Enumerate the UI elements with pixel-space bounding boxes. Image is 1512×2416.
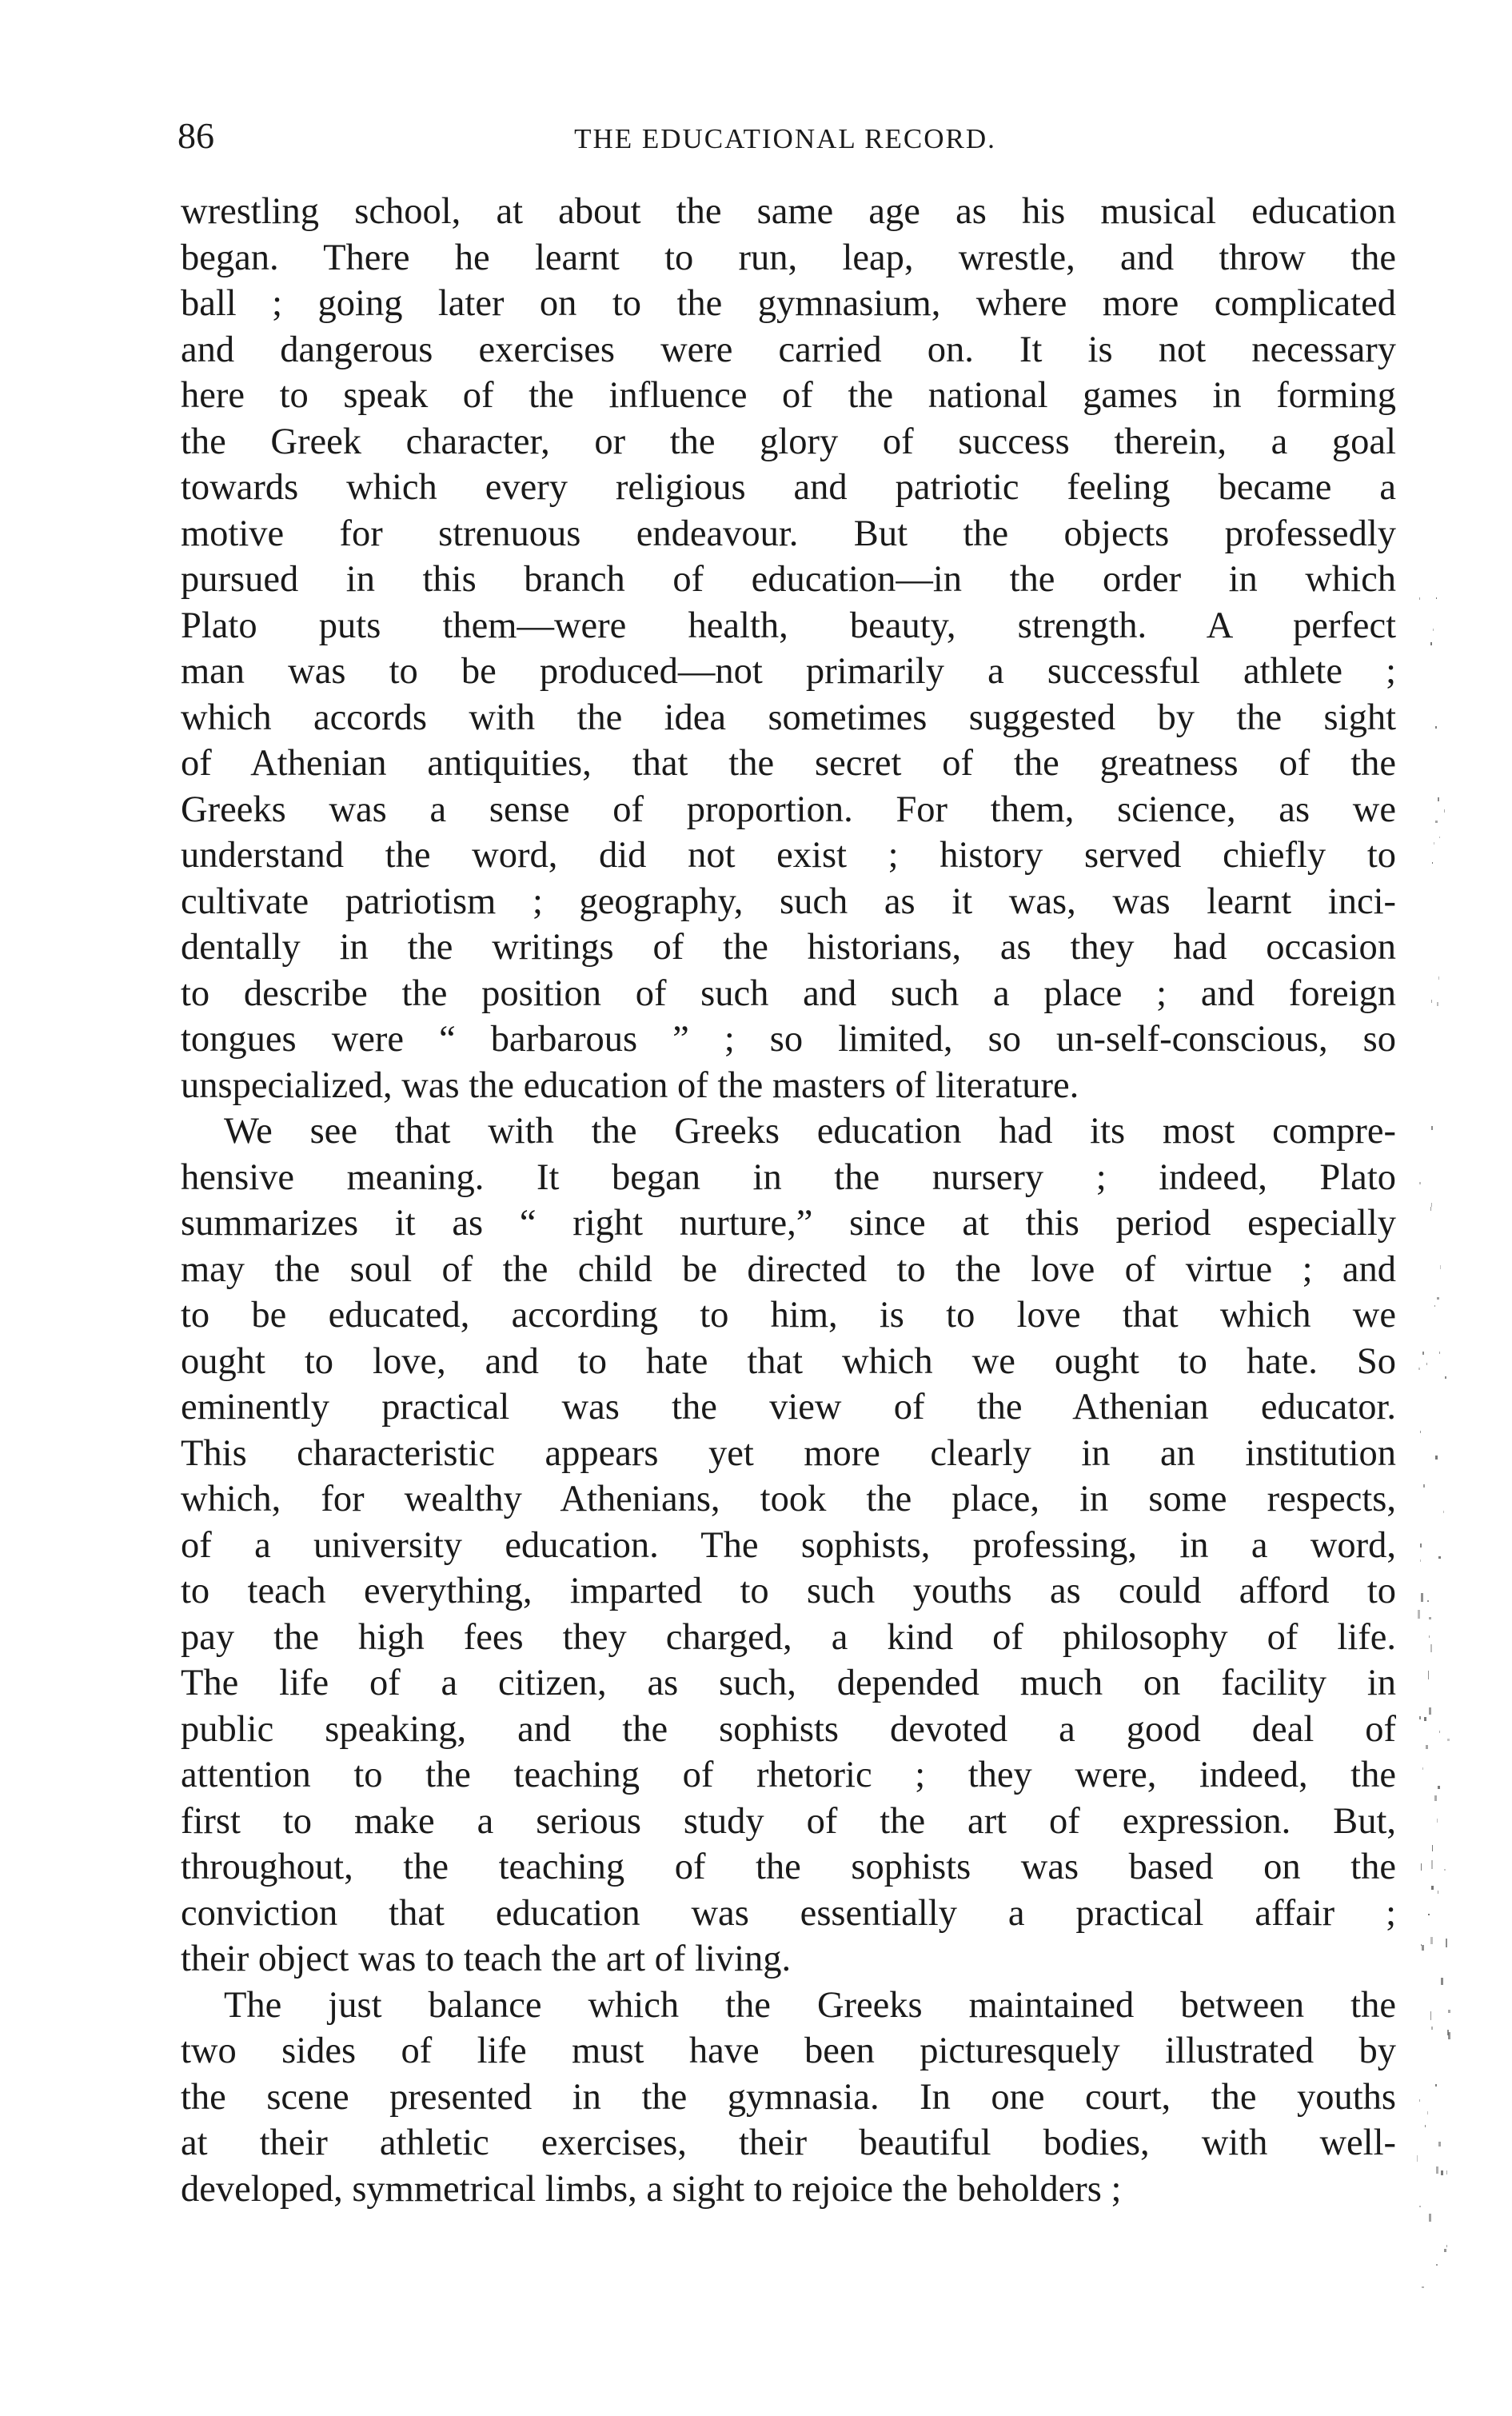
speckle <box>1419 2099 1420 2102</box>
text-line: ball ; going later on to the gymnasium, where more complicated <box>181 283 1396 324</box>
speckle <box>1419 1716 1421 1719</box>
speckle <box>1430 1937 1433 1944</box>
text-line: here to speak of the influence of the national games in forming <box>181 375 1396 416</box>
speckle <box>1420 1559 1421 1562</box>
speckle <box>1431 1886 1434 1890</box>
speckle <box>1429 1707 1431 1715</box>
speckle <box>1447 2030 1449 2035</box>
text-line: may the soul of the child be directed to the love of virtue ; and <box>181 1248 1396 1290</box>
speckle <box>1439 837 1440 838</box>
text-line: man was to be produced—not primarily a successful athlete ; <box>181 651 1396 692</box>
speckle <box>1445 1376 1446 1379</box>
speckle <box>1418 1368 1420 1370</box>
text-line: wrestling school, at about the same age as his musical education <box>181 191 1396 232</box>
speckle <box>1431 2027 1433 2030</box>
text-line: understand the word, did not exist ; history served chiefly to <box>181 835 1396 876</box>
speckle <box>1446 1939 1447 1947</box>
speckle <box>1444 1869 1446 1871</box>
text-line: Plato puts them—were health, beauty, strength. A perfect <box>181 605 1396 646</box>
text-line: conviction that education was essentially a practical affair ; <box>181 1892 1396 1934</box>
text-line: and dangerous exercises were carried on. It is not necessary <box>181 329 1396 370</box>
speckle <box>1430 1644 1432 1652</box>
text-line: summarizes it as “ right nurture,” since at this period especially <box>181 1203 1396 1244</box>
speckle <box>1446 2170 1447 2174</box>
speckle <box>1446 2245 1447 2247</box>
speckle <box>1426 1363 1427 1365</box>
text-line: unspecialized, was the education of the masters of literature. <box>181 1064 1079 1106</box>
text-line: cultivate patriotism ; geography, such as it was, was learnt inci- <box>181 881 1396 922</box>
text-line: began. There he learnt to run, leap, wrestle, and throw the <box>181 237 1396 278</box>
speckle <box>1440 1265 1441 1269</box>
text-line: dentally in the writings of the historians, as they had occasion <box>181 927 1396 968</box>
speckle <box>1434 1795 1437 1801</box>
speckle <box>1432 1845 1433 1851</box>
text-line: which, for wealthy Athenians, took the place, in some respects, <box>181 1479 1396 1519</box>
running-head: THE EDUCATIONAL RECORD. <box>574 123 996 154</box>
speckle <box>1439 1352 1440 1354</box>
speckle <box>1430 2011 1431 2020</box>
text-line: their object was to teach the art of living. <box>181 1939 792 1979</box>
speckle <box>1437 1297 1439 1300</box>
text-line: the scene presented in the gymnasia. In one court, the youths <box>181 2076 1396 2118</box>
text-line: We see that with the Greeks education had its most compre- <box>224 1111 1396 1152</box>
speckle <box>1431 1126 1433 1130</box>
speckle <box>1435 2084 1437 2087</box>
paragraph <box>181 189 1396 1108</box>
speckle <box>1448 2010 1450 2013</box>
text-line: The life of a citizen, as such, depended much on facility in <box>181 1663 1396 1703</box>
speckle <box>1422 1767 1423 1770</box>
speckle <box>1418 1610 1420 1619</box>
speckle <box>1436 2166 1438 2174</box>
speckle <box>1441 2170 1443 2175</box>
speckle <box>1438 1786 1440 1789</box>
speckle <box>1419 1182 1421 1184</box>
speckle <box>1423 1484 1425 1488</box>
text-line: of Athenian antiquities, that the secret of the greatness of the <box>181 743 1396 784</box>
text-line: tongues were “ barbarous ” ; so limited, so un-self-conscious, so <box>181 1019 1396 1060</box>
text-line: of a university education. The sophists, professing, in a word, <box>181 1524 1396 1566</box>
text-line: two sides of life must have been picturesquely illustrated by <box>181 2031 1396 2071</box>
speckle <box>1421 1593 1423 1602</box>
speckle <box>1436 2264 1438 2266</box>
speckle <box>1426 1745 1428 1749</box>
speckle <box>1430 1207 1431 1211</box>
speckle <box>1433 629 1434 631</box>
speckle <box>1429 1617 1431 1619</box>
text-line: The just balance which the Greeks maintained between the <box>224 1984 1396 2026</box>
speckle <box>1431 1000 1432 1003</box>
speckle <box>1439 1731 1440 1733</box>
text-line: pursued in this branch of education—in the order in which <box>181 559 1396 600</box>
text-line: Greeks was a sense of proportion. For them, science, as we <box>181 789 1396 830</box>
speckle <box>1444 809 1445 813</box>
text-line: pay the high fees they charged, a kind of philosophy of life. <box>181 1616 1396 1658</box>
page-header <box>178 112 1393 160</box>
text-line: at their athletic exercises, their beautiful bodies, with well- <box>181 2122 1396 2163</box>
speckle <box>1435 1456 1438 1460</box>
text-line: to be educated, according to him, is to love that which we <box>181 1295 1396 1336</box>
speckle <box>1438 797 1439 801</box>
speckle <box>1424 1717 1426 1721</box>
speckle <box>1428 1671 1429 1679</box>
speckle <box>1443 1511 1444 1513</box>
text-line: towards which every religious and patriotic feeling became a <box>181 467 1396 508</box>
speckle <box>1438 976 1439 980</box>
speckle <box>1422 1352 1424 1355</box>
text-line: which accords with the idea sometimes suggested by the sight <box>181 697 1396 738</box>
text-line: the Greek character, or the glory of success therein, a goal <box>181 421 1396 462</box>
speckle <box>1420 1431 1421 1433</box>
text-line: developed, symmetrical limbs, a sight to rejoice the beholders ; <box>181 2168 1122 2210</box>
speckle <box>1438 1556 1441 1559</box>
text-line: to describe the position of such and such a place ; and foreign <box>181 972 1396 1014</box>
body-text <box>181 189 1396 2212</box>
speckle <box>1425 2125 1426 2127</box>
speckle <box>1447 1739 1450 1741</box>
speckle <box>1437 1819 1438 1823</box>
speckle <box>1427 2111 1428 2114</box>
speckle <box>1428 1914 1430 1915</box>
speckle <box>1422 2286 1424 2288</box>
speckle <box>1431 1203 1432 1207</box>
text-line: attention to the teaching of rhetoric ; they were, indeed, the <box>181 1755 1396 1795</box>
speckle <box>1438 2142 1441 2146</box>
speckle <box>1441 1978 1443 1985</box>
speckle <box>1421 1863 1422 1871</box>
paragraph <box>181 1108 1396 1983</box>
speckle <box>1437 1002 1438 1006</box>
speckle <box>1431 1860 1433 1869</box>
speckle <box>1417 2155 1418 2162</box>
text-line: public speaking, and the sophists devoted a good deal of <box>181 1708 1396 1750</box>
speckle <box>1435 821 1438 823</box>
speckle <box>1422 1945 1424 1951</box>
page-number: 86 <box>178 115 214 156</box>
text-line: hensive meaning. It began in the nursery ; indeed, Plato <box>181 1156 1396 1198</box>
speckle <box>1444 2249 1446 2252</box>
text-line: This characteristic appears yet more clearly in an institution <box>181 1432 1396 1474</box>
text-line: to teach everything, imparted to such youths as could afford to <box>181 1571 1396 1611</box>
speckle <box>1429 2214 1431 2222</box>
text-line: ought to love, and to hate that which we ought to hate. So <box>181 1340 1396 1382</box>
text-line: throughout, the teaching of the sophists was based on the <box>181 1847 1396 1887</box>
text-line: eminently practical was the view of the Athenian educator. <box>181 1387 1396 1428</box>
margin-bleed-through-marks <box>1417 592 1465 2319</box>
paragraph <box>181 1983 1396 2213</box>
text-line: motive for strenuous endeavour. But the objects professedly <box>181 513 1396 554</box>
speckle <box>1430 642 1432 645</box>
speckle <box>1419 2206 1421 2207</box>
speckle <box>1419 597 1420 600</box>
speckle <box>1436 597 1437 599</box>
speckle <box>1435 726 1437 729</box>
text-line: first to make a serious study of the art of expression. But, <box>181 1800 1396 1842</box>
speckle <box>1420 1543 1422 1547</box>
speckle <box>1432 862 1433 864</box>
speckle <box>1429 1635 1430 1638</box>
speckle <box>1434 1305 1435 1307</box>
speckle <box>1427 1600 1429 1602</box>
